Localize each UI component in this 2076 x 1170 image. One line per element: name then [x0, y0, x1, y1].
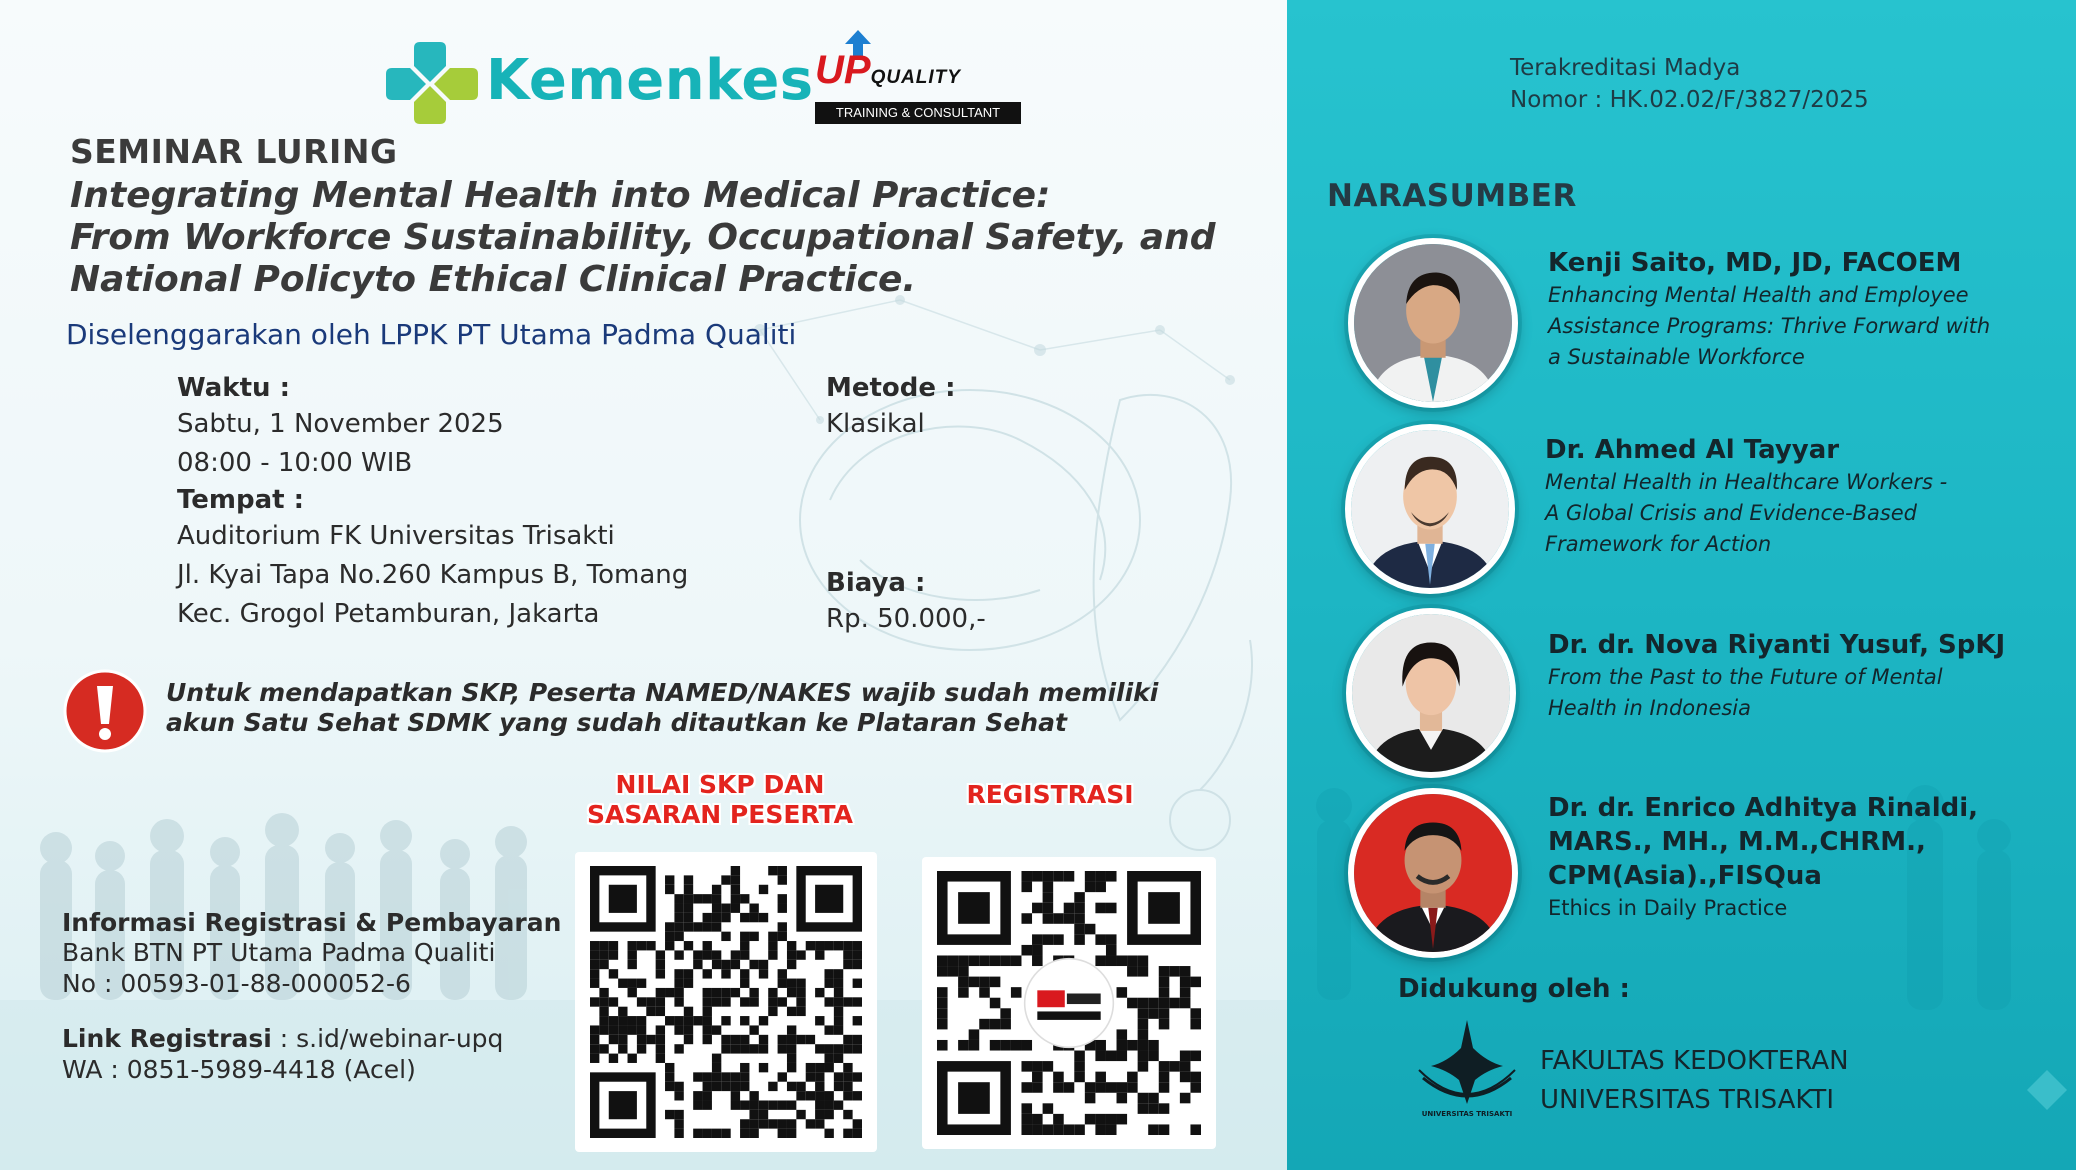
- account-number: No : 00593-01-88-000052-6: [62, 969, 411, 998]
- metode-section: [826, 373, 956, 444]
- bank-name: Bank BTN PT Utama Padma Qualiti: [62, 938, 496, 967]
- waktu-label: Waktu :: [177, 373, 290, 403]
- speaker-topic: Health in Indonesia: [1548, 696, 1752, 720]
- speaker-name: MARS., MH., M.M.,CHRM.,: [1548, 827, 1926, 857]
- metode-label: Metode :: [826, 373, 956, 403]
- tempat-line-2: Jl. Kyai Tapa No.260 Kampus B, Tomang: [177, 560, 689, 590]
- biaya-label: Biaya :: [826, 568, 926, 598]
- tempat-line-1: Auditorium FK Universitas Trisakti: [177, 521, 615, 551]
- speaker-name: Dr. dr. Enrico Adhitya Rinaldi,: [1548, 793, 1979, 823]
- waktu-section: [177, 373, 688, 634]
- registration-qr-code[interactable]: [922, 857, 1216, 1149]
- narasumber-heading: NARASUMBER: [1327, 178, 1577, 214]
- tempat-line-3: Kec. Grogol Petamburan, Jakarta: [177, 599, 600, 629]
- person-photo-icon: [1352, 614, 1510, 772]
- speaker-photo: [1346, 608, 1516, 778]
- exclamation-icon: [62, 668, 148, 754]
- speaker-topic: Assistance Programs: Thrive Forward with: [1548, 314, 1991, 338]
- skp-qr-label: NILAI SKP DAN SASARAN PESERTA: [586, 770, 853, 829]
- trisakti-logo-icon: [1413, 1018, 1521, 1118]
- speaker-name: Kenji Saito, MD, JD, FACOEM: [1548, 248, 1962, 278]
- qr-code-image: [589, 866, 863, 1138]
- waktu-time: 08:00 - 10:00 WIB: [177, 448, 413, 478]
- speaker-3-info: [1548, 628, 2068, 724]
- info-title: Informasi Registrasi & Pembayaran: [62, 908, 562, 937]
- seminar-type: SEMINAR LURING: [70, 132, 398, 171]
- biaya-section: [826, 568, 986, 639]
- speaker-4-info: [1548, 791, 2068, 924]
- waktu-date: Sabtu, 1 November 2025: [177, 409, 504, 439]
- speaker-name: CPM(Asia).,FISQua: [1548, 861, 1822, 891]
- speaker-topic: From the Past to the Future of Mental: [1548, 665, 1943, 689]
- speaker-photo: [1348, 788, 1518, 958]
- whatsapp-contact[interactable]: WA : 0851-5989-4418 (Acel): [62, 1055, 416, 1084]
- speaker-topic: Enhancing Mental Health and Employee: [1548, 283, 1969, 307]
- speaker-topic: a Sustainable Workforce: [1548, 345, 1805, 369]
- person-photo-icon: [1354, 244, 1512, 402]
- speaker-topic: Framework for Action: [1545, 532, 1772, 556]
- kemenkes-wordmark: Kemenkes: [486, 48, 814, 113]
- speaker-topic: Ethics in Daily Practice: [1548, 896, 1788, 920]
- kemenkes-logo-icon: [382, 38, 482, 128]
- skp-warning: Untuk mendapatkan SKP, Peserta NAMED/NAKES wajib sudah memiliki akun Satu Sehat SDMK yang sudah ditautkan ke Plataran Sehat: [166, 678, 1159, 737]
- upq-tagline: TRAINING & CONSULTANT: [815, 102, 1021, 124]
- metode-value: Klasikal: [826, 409, 925, 439]
- registration-qr-label: REGISTRASI: [966, 780, 1134, 809]
- upq-wordmark: UPQUALITY: [815, 48, 961, 92]
- tempat-label: Tempat :: [177, 485, 305, 515]
- upq-logo: [815, 30, 1025, 130]
- speaker-2-info: [1545, 433, 2065, 560]
- supported-by-label: Didukung oleh :: [1398, 974, 1630, 1004]
- organizer-text: Diselenggarakan oleh LPPK PT Utama Padma Qualiti: [66, 318, 797, 351]
- supporting-faculty: FAKULTAS KEDOKTERAN UNIVERSITAS TRISAKTI: [1540, 1046, 1849, 1115]
- registration-info: [62, 908, 561, 1085]
- registration-link[interactable]: Link Registrasi : s.id/webinar-upq: [62, 1024, 504, 1053]
- speaker-topic: Mental Health in Healthcare Workers -: [1545, 470, 1948, 494]
- person-photo-icon: [1351, 430, 1509, 588]
- upq-mini-logo-icon: [1025, 959, 1114, 1048]
- person-photo-icon: [1354, 794, 1512, 952]
- accreditation: Terakreditasi Madya Nomor : HK.02.02/F/3827/2025: [1510, 55, 1869, 113]
- biaya-value: Rp. 50.000,-: [826, 604, 986, 634]
- speaker-photo: [1348, 238, 1518, 408]
- speaker-name: Dr. Ahmed Al Tayyar: [1545, 435, 1840, 465]
- speaker-name: Dr. dr. Nova Riyanti Yusuf, SpKJ: [1548, 630, 2006, 660]
- skp-qr-code[interactable]: [575, 852, 877, 1152]
- speaker-photo: [1345, 424, 1515, 594]
- speaker-1-info: [1548, 246, 2068, 373]
- svg-text:UNIVERSITAS TRISAKTI: UNIVERSITAS TRISAKTI: [1421, 1110, 1513, 1118]
- seminar-title: Integrating Mental Health into Medical Practice: From Workforce Sustainability, Occupational Safety, and National Policyto Ethical Clinical Practice.: [70, 175, 1216, 300]
- speaker-topic: A Global Crisis and Evidence-Based: [1545, 501, 1918, 525]
- qr-code-image: [936, 871, 1202, 1135]
